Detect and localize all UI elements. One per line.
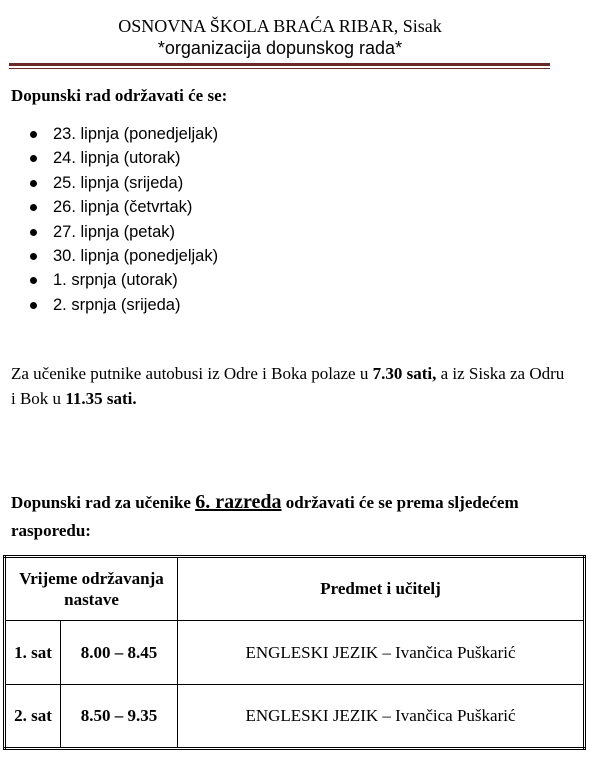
- schedule-table: [3, 555, 586, 750]
- list-item: 23. lipnja (ponedjeljak): [28, 122, 218, 146]
- bullet-icon: [30, 131, 37, 138]
- bus-time-return: 11.35 sati.: [65, 389, 137, 408]
- school-name: OSNOVNA ŠKOLA BRAĆA RIBAR, Sisak: [118, 16, 442, 36]
- table-row: [5, 621, 585, 685]
- grade-label: 6. razreda: [195, 491, 282, 513]
- dates-list: [28, 122, 218, 317]
- list-item: 24. lipnja (utorak): [28, 146, 218, 170]
- period-cell: 2. sat: [5, 685, 61, 749]
- bullet-icon: [30, 277, 37, 284]
- header-subject: Predmet i učitelj: [178, 557, 585, 621]
- schedule-intro: Dopunski rad za učenike 6. razreda održavati će se prema sljedećem rasporedu:: [11, 491, 519, 540]
- bullet-icon: [30, 180, 37, 187]
- table-row: [5, 685, 585, 749]
- list-item: 1. srpnja (utorak): [28, 268, 218, 292]
- bullet-icon: [30, 155, 37, 162]
- subject-cell: ENGLESKI JEZIK – Ivančica Puškarić: [178, 621, 585, 685]
- document-header: [0, 15, 560, 59]
- bus-info: Za učenike putnike autobusi iz Odre i Boka polaze u 7.30 sati, a iz Siska za Odru i Bok u 11.35 sati.: [11, 364, 565, 408]
- bus-time-departure: 7.30 sati,: [372, 364, 437, 383]
- table-header-row: [5, 557, 585, 621]
- time-cell: 8.50 – 9.35: [61, 685, 178, 749]
- bullet-icon: [30, 229, 37, 236]
- header-rule-thick: [9, 63, 550, 66]
- list-item: 27. lipnja (petak): [28, 220, 218, 244]
- bullet-icon: [30, 204, 37, 211]
- list-item: 30. lipnja (ponedjeljak): [28, 244, 218, 268]
- document-subtitle: *organizacija dopunskog rada*: [157, 38, 403, 58]
- header-rule-thin: [9, 68, 550, 69]
- intro-heading: Dopunski rad održavati će se:: [11, 86, 228, 105]
- bullet-icon: [30, 302, 37, 309]
- list-item: 26. lipnja (četvrtak): [28, 195, 218, 219]
- bullet-icon: [30, 253, 37, 260]
- time-cell: 8.00 – 8.45: [61, 621, 178, 685]
- period-cell: 1. sat: [5, 621, 61, 685]
- list-item: 25. lipnja (srijeda): [28, 171, 218, 195]
- subject-cell: ENGLESKI JEZIK – Ivančica Puškarić: [178, 685, 585, 749]
- header-time: Vrijeme održavanja nastave: [5, 557, 178, 621]
- list-item: 2. srpnja (srijeda): [28, 293, 218, 317]
